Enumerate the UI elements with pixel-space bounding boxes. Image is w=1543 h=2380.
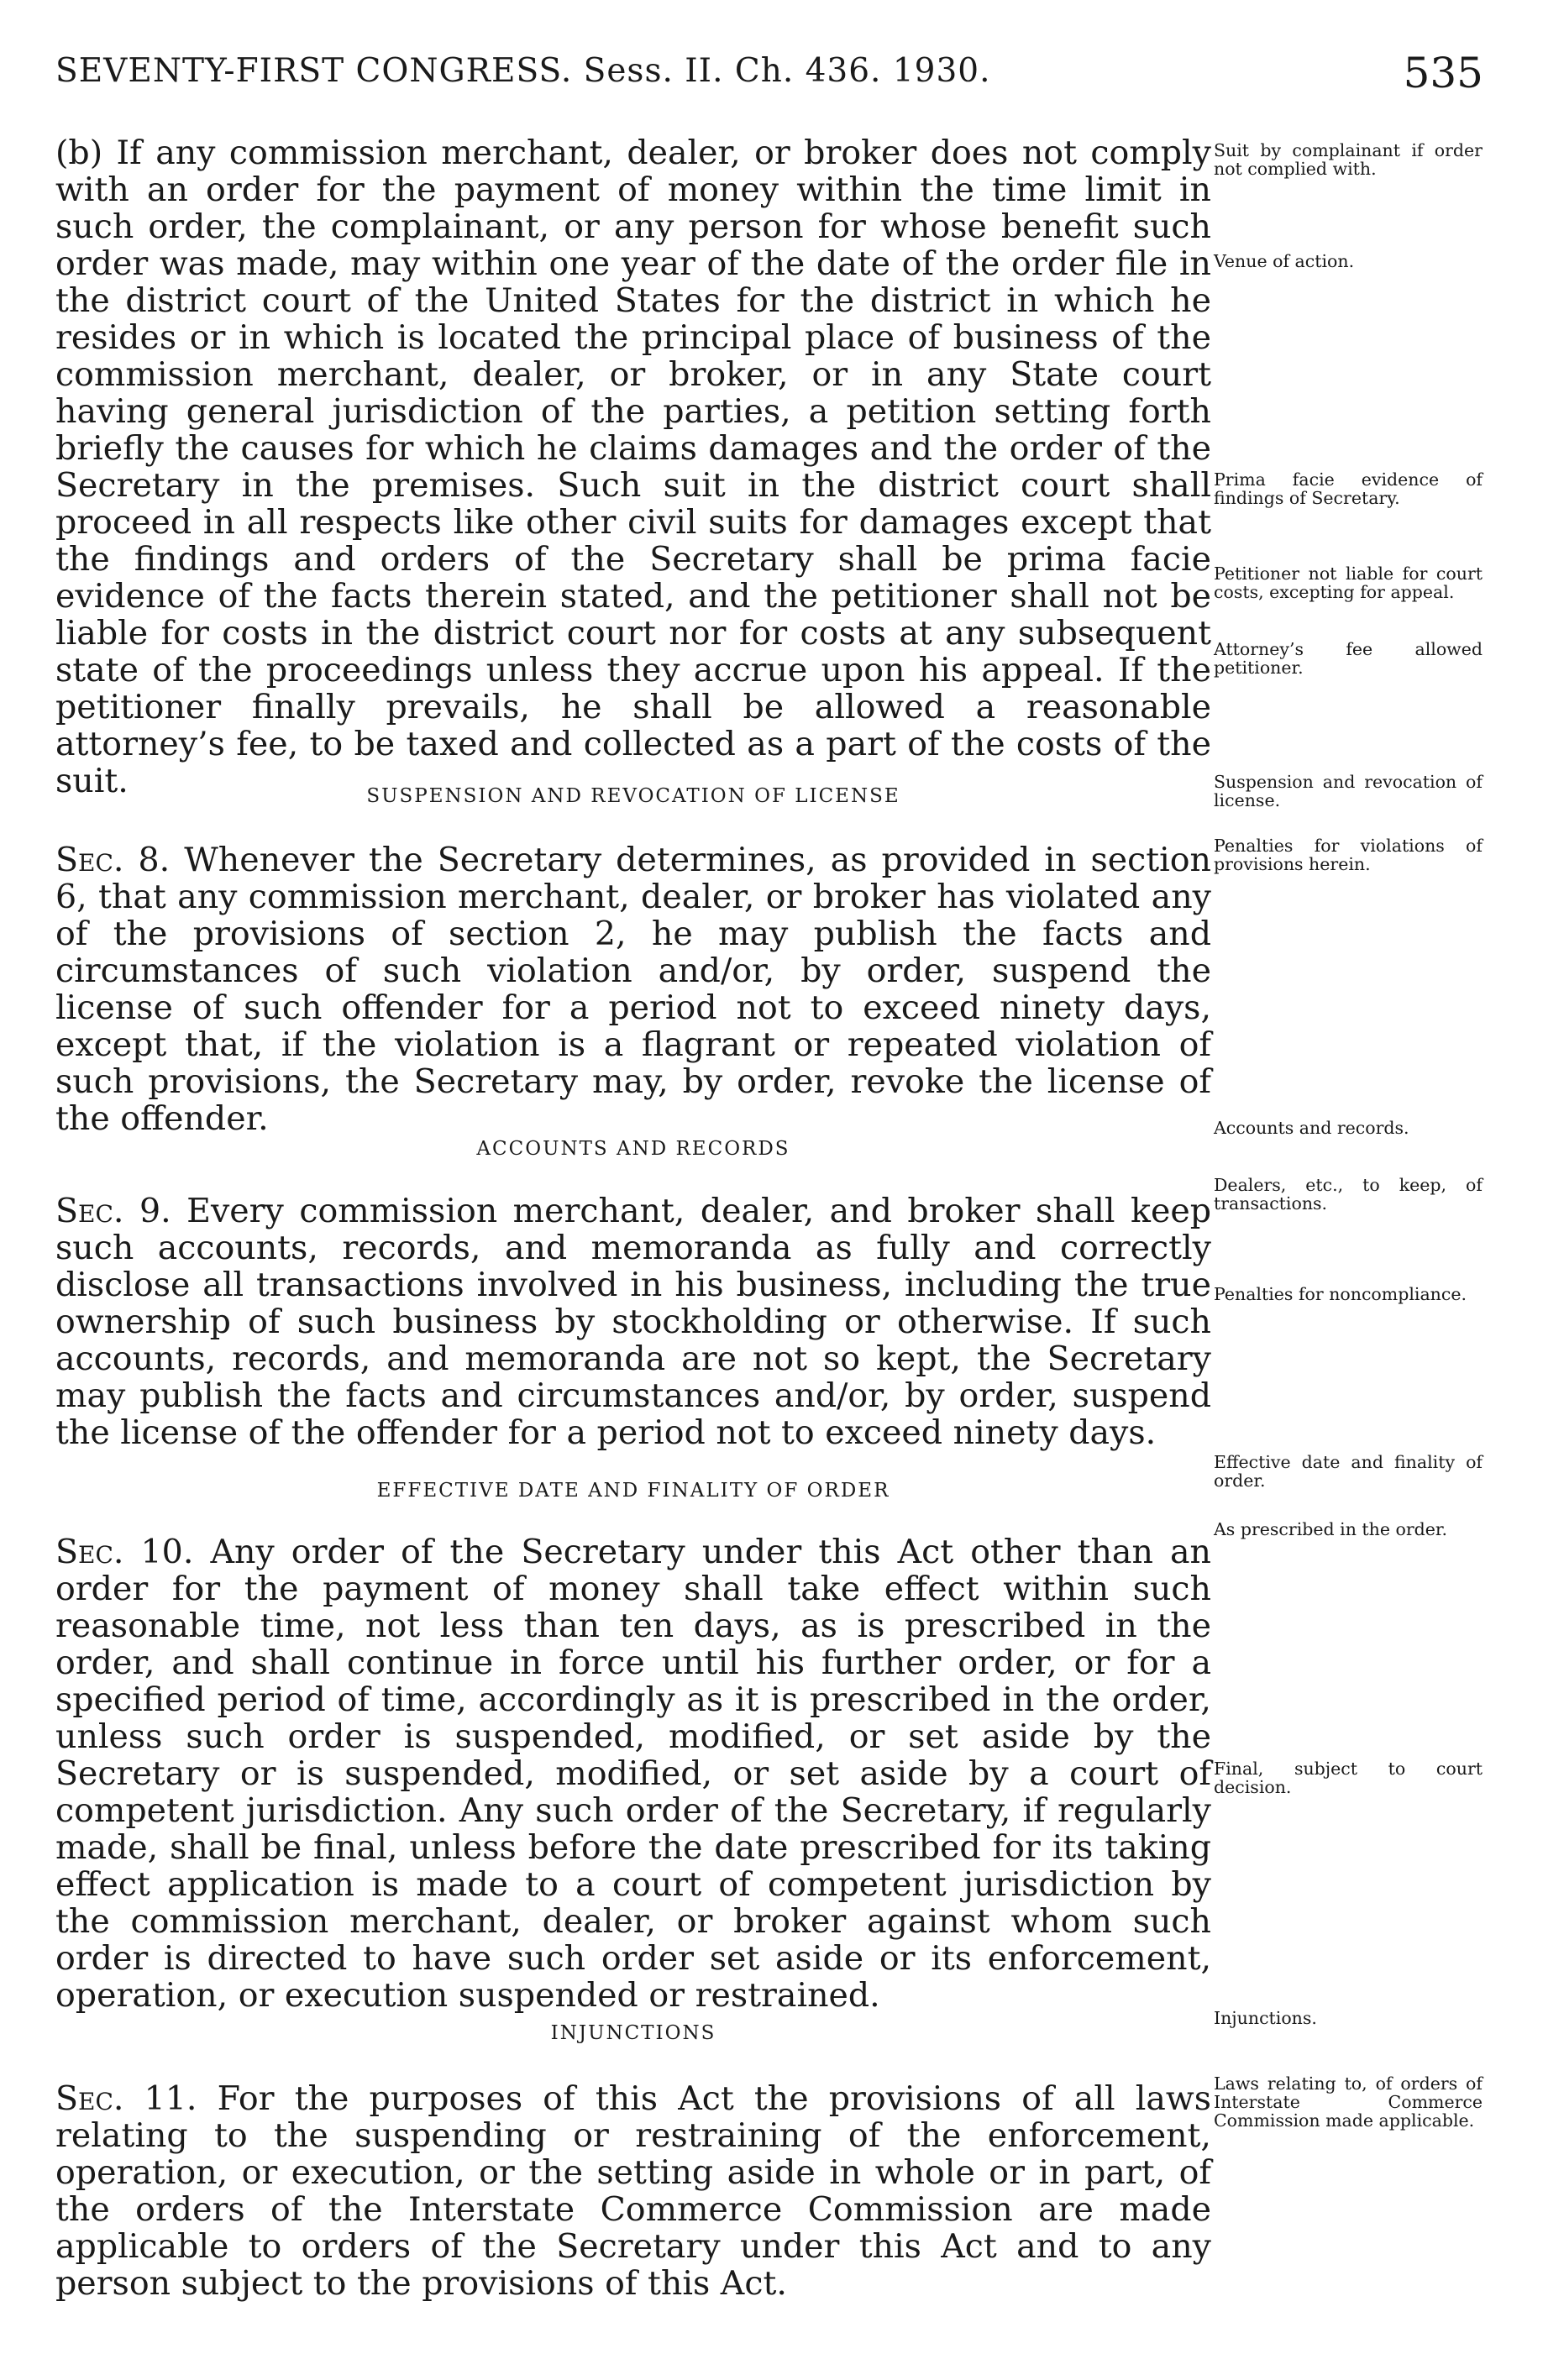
margin-note-laws: Laws relating to, of orders of Interstate Commerce Commission made applicable. bbox=[1214, 2073, 1483, 2131]
section-9-text: Every commission merchant, dealer, and broker shall keep such accounts, records, and memoranda as fully and correctly disclose all transactions involved in his business, including the true ownership of such business by stockholding or otherwise. If such accounts, records, and memoranda are not so kept, the Secretary may publish the facts and circumstances and/or, by order, suspend the license of the offender for a period not to exceed ninety days. bbox=[55, 1192, 1211, 1452]
margin-note-suspension: Suspension and revocation of license. bbox=[1214, 772, 1483, 810]
section-10-label: Sec. 10. bbox=[55, 1533, 194, 1571]
section-10-text: Any order of the Secretary under this Act other than an order for the payment of money shall take effect within such reasonable time, not less than ten days, as is prescribed in the order, and shall continue in force until his further order, or for a specified period of time, accordingly as it is prescribed in the order, unless such order is suspended, modified, or set aside by the Secretary or is suspended, modified, or set aside by a court of competent jurisdiction. Any such order of the Secretary, if regularly made, shall be final, unless before the date prescribed for its taking effect application is made to a court of competent jurisdiction by the commission merchant, dealer, or broker against whom such order is directed to have such order set aside or its enforcement, operation, or execution suspended or restrained. bbox=[55, 1533, 1211, 2015]
section-11-label: Sec. 11. bbox=[55, 2079, 197, 2118]
margin-note-final: Final, subject to court decision. bbox=[1214, 1759, 1483, 1797]
section-10-paragraph bbox=[55, 1533, 1211, 2014]
section-11-paragraph bbox=[55, 2080, 1211, 2302]
section-8-label: Sec. 8. bbox=[55, 841, 171, 879]
heading-suspension: SUSPENSION AND REVOCATION OF LICENSE bbox=[366, 785, 900, 807]
section-8-text: Whenever the Secretary determines, as provided in section 6, that any commission merchant, dealer, or broker has violated any of the provisions of section 2, he may publish the facts and circumstances of such violation and/or, by order, suspend the license of such offender for a period not to exceed ninety days, except that, if the violation is a flagrant or repeated violation of such provisions, the Secretary may, by order, revoke the license of the offender. bbox=[55, 841, 1211, 1138]
margin-note-penalties-violations: Penalties for violations of provisions herein. bbox=[1214, 836, 1483, 874]
margin-note-dealers: Dealers, etc., to keep, of transactions. bbox=[1214, 1175, 1483, 1214]
page-header bbox=[55, 49, 1483, 111]
running-title: SEVENTY-FIRST CONGRESS. Sess. II. Ch. 436. 1930. bbox=[55, 52, 991, 90]
heading-injunctions: INJUNCTIONS bbox=[550, 2022, 716, 2044]
margin-note-prima-facie: Prima facie evidence of findings of Secretary. bbox=[1214, 469, 1483, 508]
heading-effective-date: EFFECTIVE DATE AND FINALITY OF ORDER bbox=[376, 1480, 890, 1502]
margin-note-attorney-fee: Attorney’s fee allowed petitioner. bbox=[1214, 639, 1483, 678]
section-11-text: For the purposes of this Act the provisions of all laws relating to the suspending or restraining of the enforcement, operation, or execution, or the setting aside in whole or in part, of the orders of the Interstate Commerce Commission are made applicable to orders of the Secretary under this Act and to any person subject to the provisions of this Act. bbox=[55, 2079, 1212, 2303]
margin-note-as-prescribed: As prescribed in the order. bbox=[1214, 1519, 1447, 1539]
margin-note-effective-date: Effective date and finality of order. bbox=[1214, 1452, 1483, 1491]
section-9-label: Sec. 9. bbox=[55, 1192, 171, 1230]
margin-note-suit: Suit by complainant if order not complied with. bbox=[1214, 140, 1483, 179]
section-7b-paragraph: (b) If any commission merchant, dealer, or broker does not comply with an order for the payment of money within the time limit in such order, the complainant, or any person for whose benefit such order was made, may within one year of the date of the order file in the district court of the United States for the district in which he resides or in which is located the principal place of business of the commission merchant, dealer, or broker, or in any State court having general jurisdiction of the parties, a petition setting forth briefly the causes for which he claims damages and the order of the Secretary in the premises. Such suit in the district court shall proceed in all respects like other civil suits for damages except that the findings and orders of the Secretary shall be prima facie evidence of the facts therein stated, and the petitioner shall not be liable for costs in the district court nor for costs at any subsequent state of the proceedings unless they accrue upon his appeal. If the petitioner finally prevails, he shall be allowed a reasonable attorney’s fee, to be taxed and collected as a part of the costs of the suit. bbox=[55, 134, 1211, 800]
margin-note-accounts: Accounts and records. bbox=[1214, 1118, 1409, 1138]
heading-accounts: ACCOUNTS AND RECORDS bbox=[476, 1138, 790, 1160]
section-8-paragraph bbox=[55, 841, 1211, 1137]
margin-note-venue: Venue of action. bbox=[1214, 251, 1355, 271]
margin-note-petitioner: Petitioner not liable for court costs, excepting for appeal. bbox=[1214, 564, 1483, 602]
section-9-paragraph bbox=[55, 1193, 1211, 1451]
margin-note-noncompliance: Penalties for noncompliance. bbox=[1214, 1284, 1467, 1304]
margin-note-injunctions: Injunctions. bbox=[1214, 2008, 1317, 2028]
page-number: 535 bbox=[1403, 49, 1483, 97]
